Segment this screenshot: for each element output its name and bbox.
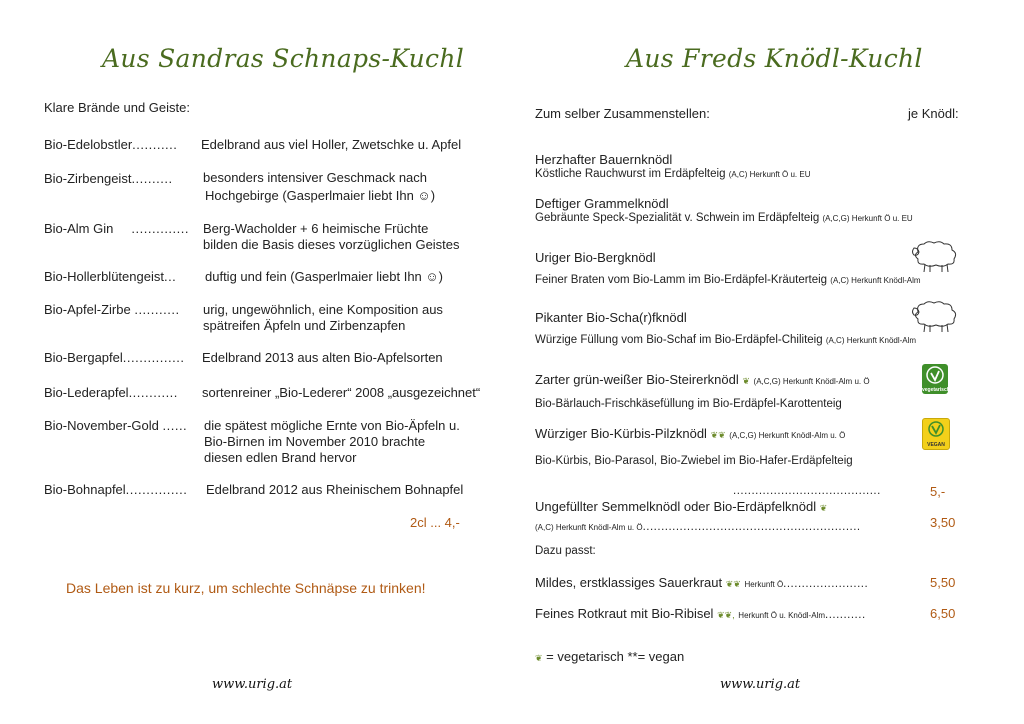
dish-name: Deftiger Grammelknödl [535, 196, 669, 211]
item-desc: sortenreiner „Bio-Lederer“ 2008 „ausgezeichnet“ [202, 385, 481, 400]
badge-label: vegetarisch [922, 387, 950, 393]
item-desc: Bio-Birnen im November 2010 brachte [204, 434, 426, 449]
item-desc: urig, ungewöhnlich, eine Komposition aus [203, 302, 443, 317]
dish-desc: Köstliche Rauchwurst im Erdäpfelteig (A,C) Herkunft Ö u. EU [535, 168, 811, 180]
item-desc: Edelbrand 2012 aus Rheinischem Bohnapfel [206, 482, 464, 497]
side-item: Feines Rotkraut mit Bio-Ribisel ❦❦, Herkunft Ö u. Knödl-Alm........... [535, 606, 866, 621]
side-item: Mildes, erstklassiges Sauerkraut ❦❦ Herkunft Ö....................... [535, 575, 869, 590]
dish-name: Würziger Bio-Kürbis-Pilzknödl ❦❦ (A,C,G) Herkunft Knödl-Alm u. Ö [535, 426, 846, 441]
dish-name: Herzhafter Bauernknödl [535, 152, 673, 167]
list-item: Bio-Zirbengeist.......... [44, 171, 173, 186]
list-item: Bio-Bohnapfel............... [44, 482, 188, 497]
sum-dots: ........................................ [733, 485, 881, 497]
item-desc: bilden die Basis dieses vorzüglichen Geistes [203, 237, 460, 252]
left-intro: Klare Brände und Geiste: [44, 100, 190, 115]
vegetarian-icon: ❦ [819, 503, 828, 513]
right-title: Aus Freds Knödl-Kuchl [626, 44, 923, 73]
list-item: Bio-Lederapfel............ [44, 385, 178, 400]
vegetarian-icon: ❦ [742, 376, 750, 386]
semmel-name: Ungefüllter Semmelknödl oder Bio-Erdäpfelknödl ❦ [535, 499, 828, 514]
dish-desc: Bio-Kürbis, Bio-Parasol, Bio-Zwiebel im Bio-Hafer-Erdäpfelteig [535, 455, 853, 467]
dish-name: Uriger Bio-Bergknödl [535, 250, 656, 265]
semmel-note: (A,C) Herkunft Knödl-Alm u. Ö........................................................... [535, 521, 861, 533]
list-item: Bio-Alm Gin .............. [44, 221, 189, 236]
right-footer-url[interactable]: www.urig.at [720, 677, 801, 692]
item-desc: Edelbrand aus viel Holler, Zwetschke u. Apfel [201, 137, 462, 152]
item-desc: besonders intensiver Geschmack nach [203, 170, 428, 185]
dish-name: Zarter grün-weißer Bio-Steirerknödl ❦ (A,C,G) Herkunft Knödl-Alm u. Ö [535, 372, 870, 387]
item-desc: duftig und fein (Gasperlmaier liebt Ihn ☺) [205, 269, 443, 284]
dish-name: Pikanter Bio-Scha(r)fknödl [535, 310, 687, 325]
item-desc: Edelbrand 2013 aus alten Bio-Apfelsorten [202, 350, 443, 365]
header-right: je Knödl: [908, 106, 959, 121]
item-desc: diesen edlen Brand hervor [204, 450, 357, 465]
dish-desc: Feiner Braten vom Bio-Lamm im Bio-Erdäpfel-Kräuterteig (A,C) Herkunft Knödl-Alm [535, 274, 921, 286]
motto: Das Leben ist zu kurz, um schlechte Schnäpse zu trinken! [66, 580, 426, 596]
item-desc: spätreifen Äpfeln und Zirbenzapfen [203, 318, 406, 333]
legend: ❦ = vegetarisch **= vegan [535, 649, 685, 664]
list-item: Bio-Edelobstler........... [44, 137, 178, 152]
list-item: Bio-Apfel-Zirbe ........... [44, 302, 180, 317]
vegan-icon: ❦❦ [710, 430, 726, 440]
item-desc: Hochgebirge (Gasperlmaier liebt Ihn ☺) [205, 188, 436, 203]
list-item: Bio-November-Gold ...... [44, 418, 188, 433]
vegan-icon: ❦❦, [717, 610, 735, 620]
dish-desc: Bio-Bärlauch-Frischkäsefüllung im Bio-Erdäpfel-Karottenteig [535, 398, 842, 410]
side-price: 6,50 [930, 606, 956, 621]
vegetarian-icon: ❦ [535, 653, 543, 663]
vegan-icon: ❦❦ [725, 579, 741, 589]
list-item: Bio-Bergapfel............... [44, 350, 185, 365]
vegetarian-badge-icon [922, 364, 948, 394]
left-title: Aus Sandras Schnaps-Kuchl [102, 44, 465, 73]
vegan-badge-icon [922, 418, 950, 450]
sheep-icon [910, 300, 960, 334]
semmel-price: 3,50 [930, 515, 956, 530]
dish-desc: Würzige Füllung vom Bio-Schaf im Bio-Erdäpfel-Chiliteig (A,C) Herkunft Knödl-Alm [535, 334, 917, 346]
left-footer-url[interactable]: www.urig.at [212, 677, 293, 692]
sum-price: 5,- [930, 484, 946, 499]
sheep-icon [910, 240, 960, 274]
header-left: Zum selber Zusammenstellen: [535, 106, 710, 121]
item-desc: Berg-Wacholder + 6 heimische Früchte [203, 221, 429, 236]
dish-desc: Gebräunte Speck-Spezialität v. Schwein im Erdäpfelteig (A,C,G) Herkunft Ö u. EU [535, 212, 913, 224]
list-item: Bio-Hollerblütengeist... [44, 269, 177, 284]
badge-label: VEGAN [927, 442, 945, 448]
price-line: 2cl ... 4,- [410, 515, 460, 530]
dazu-heading: Dazu passt: [535, 545, 596, 557]
item-desc: die spätest mögliche Ernte von Bio-Äpfeln u. [204, 418, 460, 433]
side-price: 5,50 [930, 575, 956, 590]
